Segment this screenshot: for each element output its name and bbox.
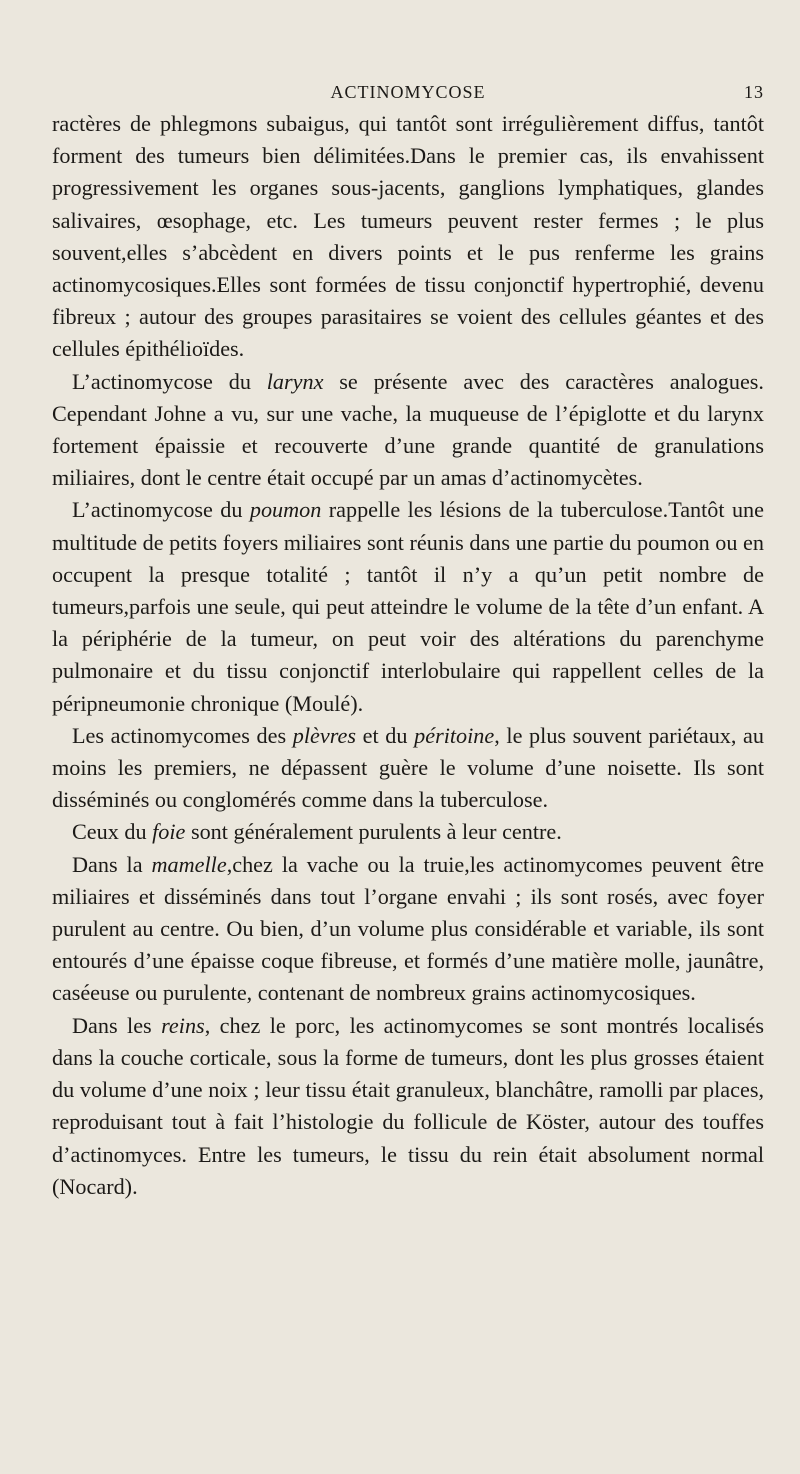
text-run: rappelle les lésions de la tuberculose.Tantôt une multitude de petits foyers miliaires sont réunis dans une partie du poumon ou en occupent la presque totalité ; tantôt il n’y a qu’un petit nombre de tumeurs,parfois une seule, qui peut atteindre le volume de la tête d’un enfant. A la périphérie de la tumeur, on peut voir des altérations du parenchyme pulmonaire et du tissu conjonctif interlobulaire qui rappellent celles de la péripneumonie chronique (Moulé). [52, 497, 764, 716]
text-run: L’actinomycose du [72, 368, 267, 394]
italic-term: foie [152, 819, 186, 845]
paragraph [52, 720, 764, 817]
body-text [52, 108, 764, 1203]
running-head-title: ACTINOMYCOSE [330, 82, 486, 102]
text-run: Dans les [72, 1012, 162, 1038]
page-number: 13 [744, 82, 764, 102]
text-run: , le plus souvent pariétaux, au moins les premiers, ne dépassent guère le volume d’une noisette. Ils sont disséminés ou conglomérés comme dans la tuberculose. [52, 722, 765, 813]
italic-term: larynx [266, 368, 324, 394]
running-head [52, 82, 764, 108]
paragraph [52, 494, 764, 719]
text-run: L’actinomycose du [72, 497, 250, 523]
italic-term: mamelle [151, 851, 227, 877]
text-run: sont généralement purulents à leur centre. [185, 819, 562, 845]
italic-term: péritoine [414, 722, 495, 748]
paragraph [52, 816, 764, 848]
paragraph [52, 366, 764, 495]
text-run: Ceux du [72, 819, 153, 845]
text-run: se présente avec des caractères analogues. Cependant Johne a vu, sur une vache, la muqueuse de l’épiglotte et du larynx fortement épaissie et recouverte d’une grande quantité de granulations miliaires, dont le centre était occupé par un amas d’actinomycètes. [52, 368, 764, 491]
italic-term: reins [161, 1012, 205, 1038]
text-run: Dans la [72, 851, 152, 877]
text-run: , chez le porc, les actinomycomes se sont montrés localisés dans la couche corticale, sous la forme de tumeurs, dont les plus grosses étaient du volume d’une noix ; leur tissu était granuleux, blanchâtre, ramolli par places, reproduisant tout à fait l’histologie du follicule de Köster, autour des touffes d’actinomyces. Entre les tumeurs, le tissu du rein était absolument normal (Nocard). [52, 1012, 764, 1199]
text-run: ,chez la vache ou la truie,les actinomycomes peuvent être miliaires et disséminés dans tout l’organe envahi ; ils sont rosés, avec foyer purulent au centre. Ou bien, d’un volume plus considérable et variable, ils sont entourés d’une épaisse coque fibreuse, et formés d’une matière molle, jaunâtre, caséeuse ou purulente, contenant de nombreux grains actinomycosiques. [52, 851, 764, 1006]
paragraph [52, 1010, 764, 1203]
italic-term: plèvres [292, 722, 357, 748]
text-run: et du [356, 722, 415, 748]
text-run: ractères de phlegmons subaigus, qui tantôt sont irrégulièrement diffus, tantôt forment des tumeurs bien délimitées.Dans le premier cas, ils envahissent progressivement les organes sous-jacents, ganglions lymphatiques, glandes salivaires, œsophage, etc. Les tumeurs peuvent rester fermes ; le plus souvent,elles s’abcèdent en divers points et le pus renferme les grains actinomycosiques.Elles sont formées de tissu conjonctif hypertrophié, devenu fibreux ; autour des groupes parasitaires se voient des cellules géantes et des cellules épithélioïdes. [52, 111, 764, 362]
text-run: Les actinomycomes des [72, 722, 293, 748]
italic-term: poumon [249, 497, 322, 523]
paragraph [52, 849, 764, 1010]
paragraph [52, 108, 764, 366]
